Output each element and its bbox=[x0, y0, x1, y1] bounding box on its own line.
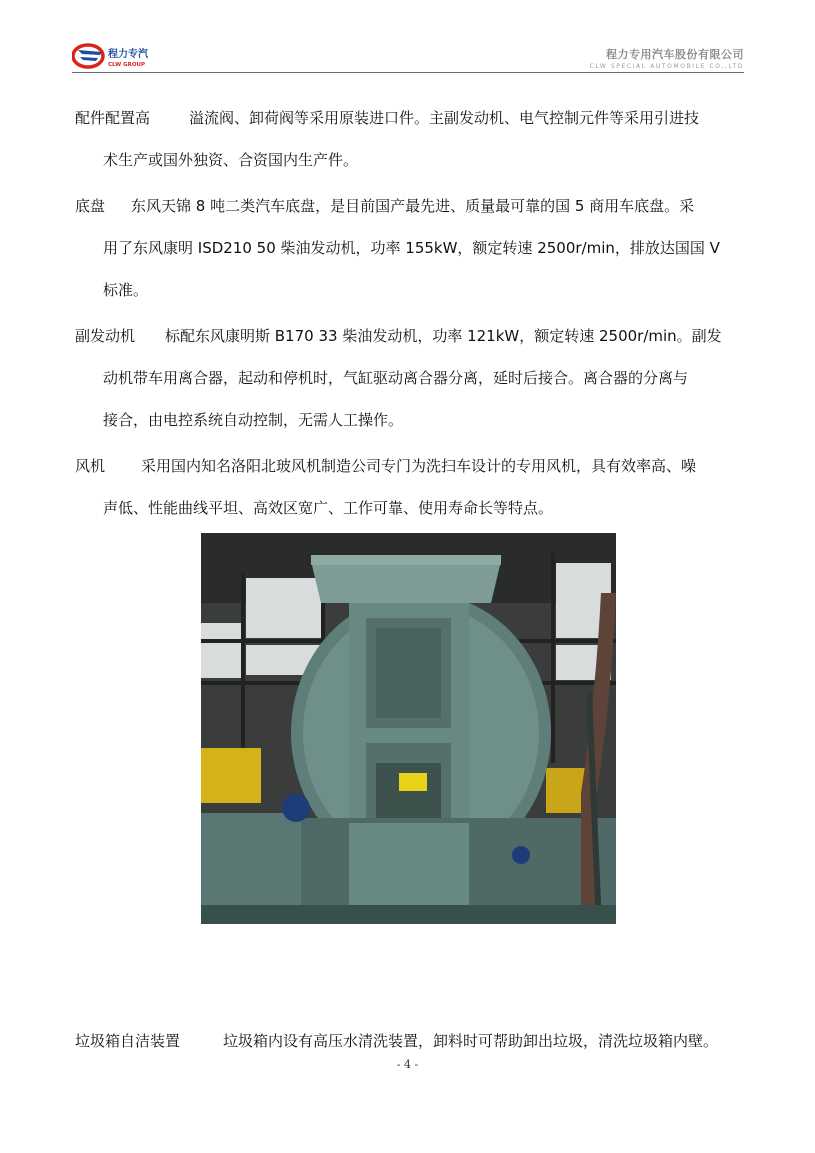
section-text: 动机带车用离合器，起动和停机时，气缸驱动离合器分离，延时后接合。离合器的分离与 bbox=[103, 369, 689, 387]
section-term: 配件配置高 bbox=[75, 109, 151, 127]
section-text: 标准。 bbox=[103, 281, 149, 299]
section-line bbox=[75, 238, 745, 258]
page-number: - 4 - bbox=[396, 1058, 419, 1071]
section-line bbox=[75, 410, 745, 430]
company-logo bbox=[72, 42, 182, 70]
section-line bbox=[75, 196, 745, 216]
svg-text:CLW GROUP: CLW GROUP bbox=[108, 62, 146, 68]
section-text: 东风天锦 8 吨二类汽车底盘，是目前国产最先进、质量最可靠的国 5 商用车底盘。采 bbox=[131, 197, 695, 215]
section-text: 接合，由电控系统自动控制，无需人工操作。 bbox=[103, 411, 404, 429]
section-line bbox=[75, 280, 745, 300]
section-text: 采用国内知名洛阳北玻风机制造公司专门为洗扫车设计的专用风机，具有效率高、噪 bbox=[141, 457, 697, 475]
section-text: 术生产或国外独资、合资国内生产件。 bbox=[103, 151, 359, 169]
section-aux-engine bbox=[75, 326, 745, 430]
section-text: 垃圾箱内设有高压水清洗装置，卸料时可帮助卸出垃圾，清洗垃圾箱内壁。 bbox=[223, 1032, 719, 1050]
header-divider bbox=[72, 72, 744, 73]
section-line bbox=[75, 498, 745, 518]
section-fan bbox=[75, 456, 745, 518]
section-chassis bbox=[75, 196, 745, 300]
section-text: 溢流阀、卸荷阀等采用原装进口件。主副发动机、电气控制元件等采用引进技 bbox=[189, 109, 700, 127]
section-term: 垃圾箱自洁装置 bbox=[75, 1032, 181, 1050]
fan-photo bbox=[201, 533, 616, 924]
section-term: 风机 bbox=[75, 457, 106, 475]
section-line bbox=[75, 326, 745, 346]
section-text: 用了东风康明 ISD210 50 柴油发动机，功率 155kW，额定转速 2500r/min，排放达国国 V bbox=[103, 239, 720, 257]
section-term: 副发动机 bbox=[75, 327, 136, 345]
section-self-clean bbox=[75, 1030, 718, 1051]
company-name-cn: 程力专用汽车股份有限公司 bbox=[606, 48, 744, 61]
section-text: 标配东风康明斯 B170 33 柴油发动机，功率 121kW，额定转速 2500r/min。副发 bbox=[165, 327, 722, 345]
section-text: 声低、性能曲线平坦、高效区宽广、工作可靠、使用寿命长等特点。 bbox=[103, 499, 554, 517]
section-line bbox=[75, 108, 745, 128]
section-line bbox=[75, 368, 745, 388]
company-name bbox=[590, 46, 744, 70]
company-name-en: CLW SPECIAL AUTOMOBILE CO.,LTD bbox=[589, 63, 744, 70]
page-header bbox=[72, 40, 744, 74]
svg-text:程力专汽: 程力专汽 bbox=[108, 49, 148, 60]
section-line bbox=[75, 150, 745, 170]
section-parts bbox=[75, 108, 745, 170]
section-term: 底盘 bbox=[75, 197, 106, 215]
section-line bbox=[75, 456, 745, 476]
